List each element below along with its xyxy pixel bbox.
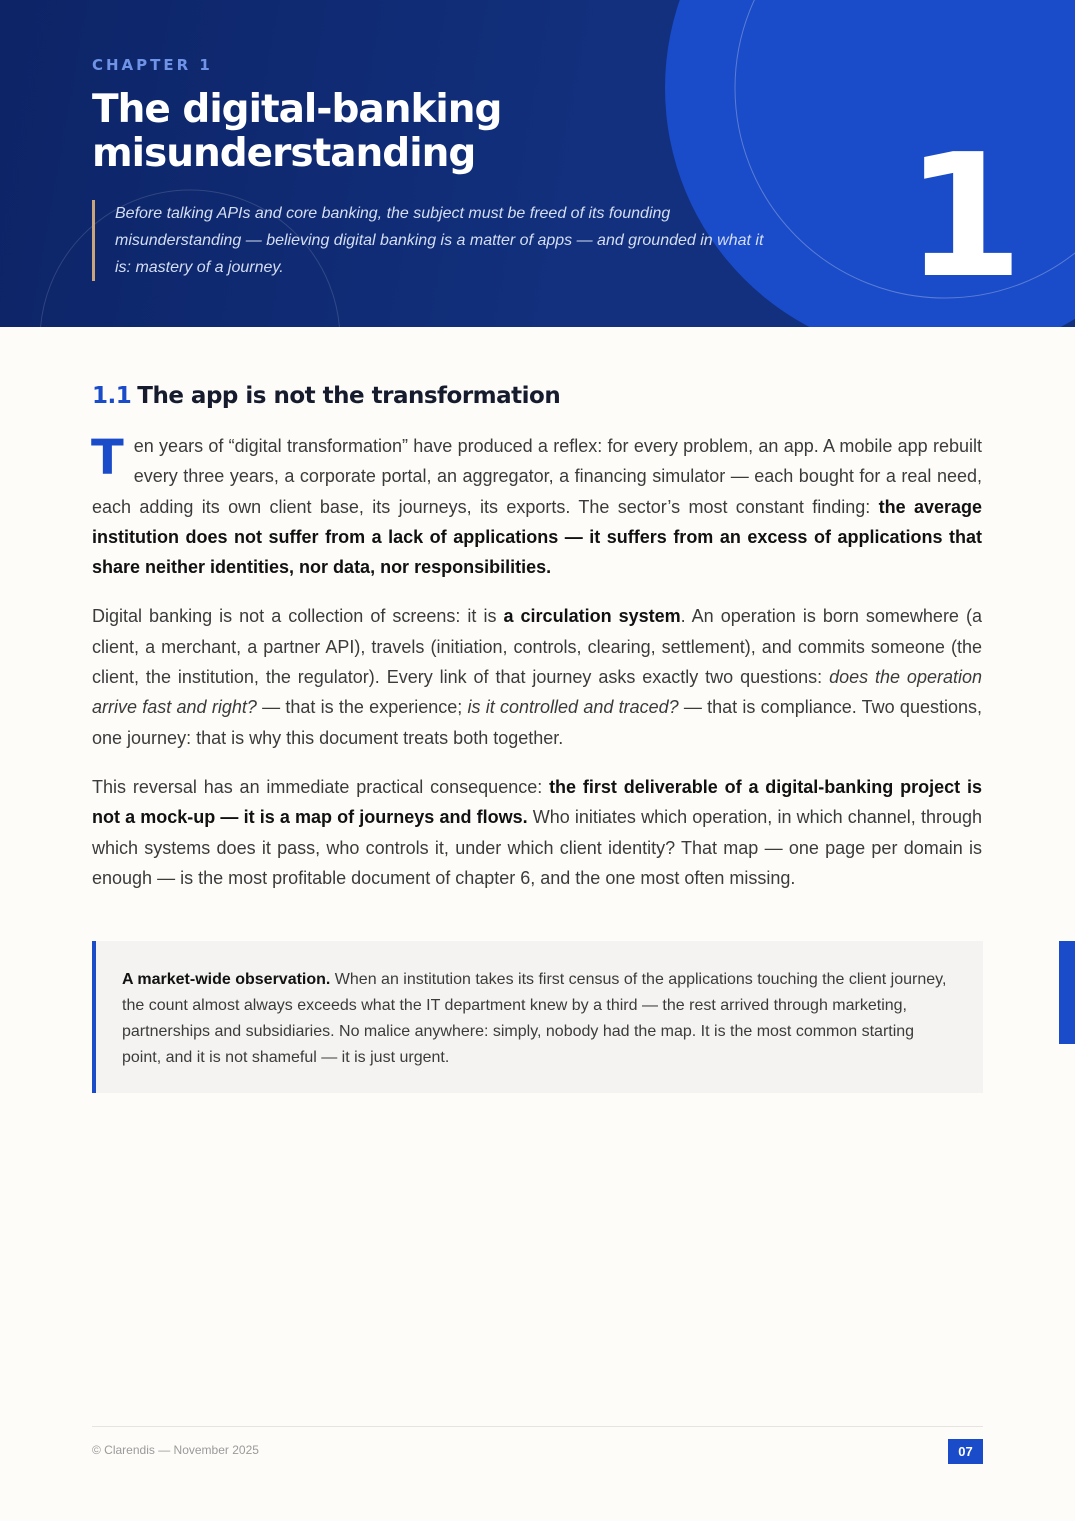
chapter-title-line1: The digital-banking — [92, 87, 502, 132]
paragraph-2 — [92, 601, 982, 752]
section-title-text: The app is not the transformation — [137, 383, 561, 409]
p3-text-a: This reversal has an immediate practical consequence: — [92, 776, 550, 797]
p2-text-a: Digital banking is not a collection of screens: it is — [92, 606, 504, 627]
p1-text: en years of “digital transformation” have produced a reflex: for every problem, an app. A mobile app rebuilt every three years, a corporate portal, an aggregator, a financing simulator — each bought for a real need, each adding its own client base, its journeys, its exports. The sector’s most constant finding: — [92, 436, 982, 517]
callout-title: A market-wide observation. — [122, 971, 331, 988]
footer-copyright: © Clarendis — November 2025 — [92, 1443, 259, 1457]
chapter-kicker: CHAPTER 1 — [92, 56, 213, 74]
p2-bold: a circulation system — [503, 606, 681, 627]
chapter-number: 1 — [905, 118, 1024, 316]
chapter-title — [92, 88, 501, 176]
p2-italic-1: does the operation arrive fast and right? — [92, 667, 982, 718]
chapter-lead: Before talking APIs and core banking, the subject must be freed of its founding misunderstanding — believing digital banking is a matter of apps — and grounded in what it is: mastery of a journey. — [92, 200, 775, 281]
dropcap: T — [91, 430, 124, 486]
p2-text-d: — that is compliance. Two questions, one journey: that is why this document treats both together. — [92, 697, 982, 748]
p2-text-b: . An operation is born somewhere (a client, a merchant, a partner API), travels (initiation, controls, clearing, settlement), and commits someone (the client, the institution, the regulator). Every link of that journey asks exactly two questions: — [92, 606, 982, 688]
side-tab-marker — [1059, 941, 1075, 1044]
section-number: 1.1 — [92, 383, 132, 409]
body-text — [92, 431, 982, 912]
p2-text-c: — that is the experience; — [256, 697, 468, 718]
callout-text: When an institution takes its first census of the applications touching the client journey, the count almost always exceeds what the IT department knew by a third — the rest arrived through marketing, partnerships and subsidiaries. No malice anywhere: simply, nobody had the map. It is the most common starting point, and it is not shameful — it is just urgent. — [122, 971, 947, 1066]
callout-box — [92, 941, 983, 1093]
paragraph-3 — [92, 772, 982, 893]
footer-divider — [92, 1426, 983, 1427]
chapter-header — [0, 0, 1075, 327]
chapter-title-line2: misunderstanding — [92, 131, 476, 176]
paragraph-1 — [92, 431, 982, 582]
p2-italic-2: is it controlled and traced? — [467, 697, 679, 718]
section-title — [92, 383, 560, 409]
page-number-badge: 07 — [948, 1439, 983, 1464]
p3-bold: the first deliverable of a digital-banking project is not a mock-up — it is a map of journeys and flows. — [92, 776, 982, 828]
p1-bold: the average institution does not suffer from a lack of applications — it suffers from an excess of applications that share neither identities, nor data, nor responsibilities. — [92, 496, 982, 578]
p3-text-b: Who initiates which operation, in which channel, through which systems does it pass, who controls it, under which client identity? That map — one page per domain is enough — is the most profitable document of chapter 6, and the one most often missing. — [92, 807, 982, 888]
